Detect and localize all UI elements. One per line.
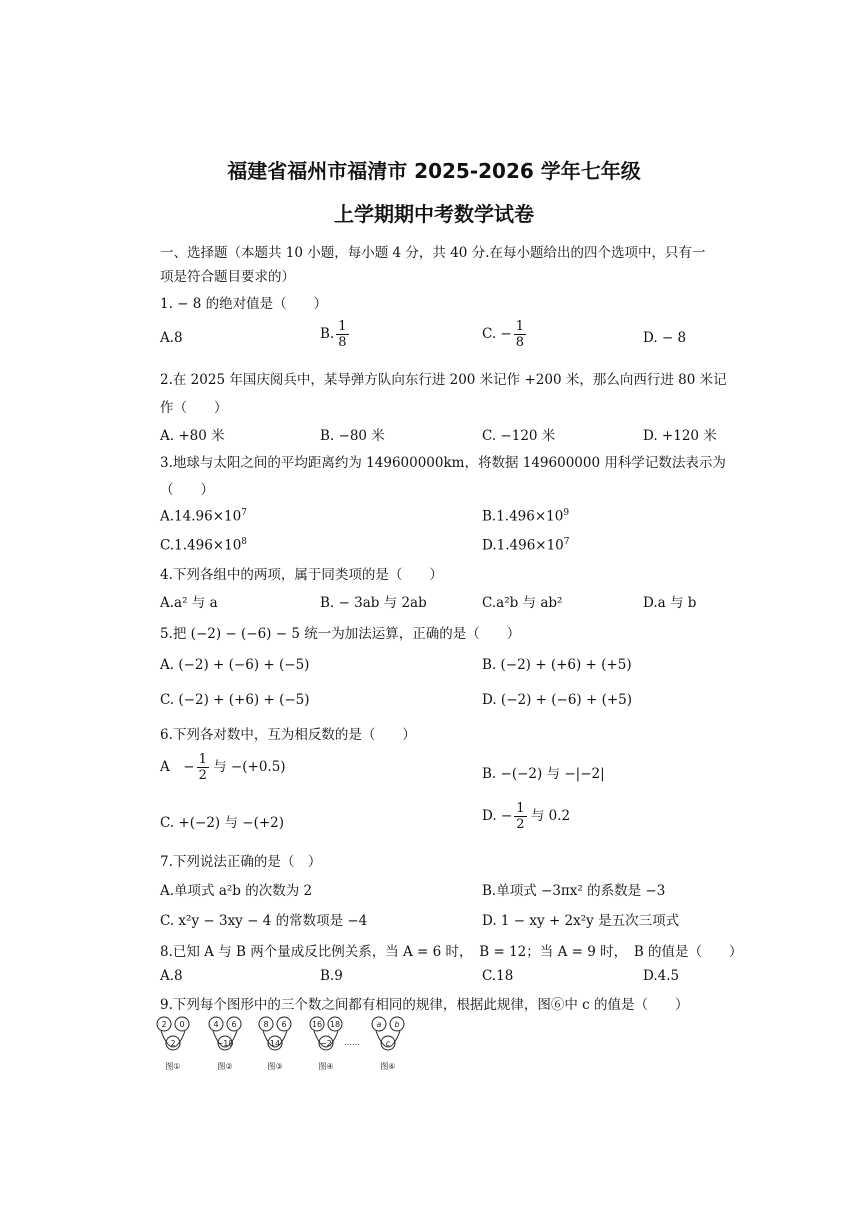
q8-option-a: A.8 bbox=[160, 968, 183, 984]
question-2-stem-cont: 作（ ） bbox=[160, 400, 228, 416]
figure-4-bottom: −2 bbox=[320, 1039, 332, 1048]
figure-4-top-left: 16 bbox=[311, 1020, 323, 1029]
question-9-stem: 9.下列每个图形中的三个数之间都有相同的规律，根据此规律，图⑥中 c 的值是（ ） bbox=[160, 997, 689, 1013]
q5-option-d: D. (−2) + (−6) + (+5) bbox=[482, 692, 633, 708]
q1-option-b: B. $\frac{1}{8}$ bbox=[320, 319, 347, 350]
figure-6-top-right: b bbox=[394, 1020, 400, 1029]
q6-option-d: D. − $\frac{1}{2}$ 与 0.2 bbox=[482, 801, 571, 832]
q6-option-b: B. −(−2) 与 −|−2| bbox=[482, 766, 605, 782]
section-header-cont: 项是符合题目要求的） bbox=[160, 269, 295, 285]
figure-2-top-left: 4 bbox=[213, 1020, 219, 1029]
exam-title-line2: 上学期期中考数学试卷 bbox=[334, 202, 534, 226]
figure-2-top-right: 6 bbox=[231, 1020, 237, 1029]
q1-option-a: A.8 bbox=[160, 330, 183, 346]
figure-2-caption: 图② bbox=[217, 1062, 233, 1071]
q2-option-c: C. −120 米 bbox=[482, 428, 556, 444]
figure-1-bottom: 2 bbox=[170, 1039, 176, 1048]
figure-6 bbox=[372, 1017, 404, 1071]
q3-option-b: $B.1.496\times 10^9$ bbox=[482, 508, 570, 525]
question-6-stem: 6.下列各对数中，互为相反数的是（ ） bbox=[160, 727, 416, 743]
section-header: 一、选择题（本题共 10 小题，每小题 4 分，共 40 分.在每小题给出的四个选项中，只有一 bbox=[160, 245, 706, 261]
q1-option-c: C. − $\frac{1}{8}$ bbox=[482, 319, 525, 350]
figure-1 bbox=[157, 1017, 189, 1071]
q9-pattern-figures bbox=[155, 1015, 425, 1077]
figure-1-top-left: 2 bbox=[161, 1020, 167, 1029]
q7-option-b: B.单项式 −3πx² 的系数是 −3 bbox=[482, 883, 666, 899]
figure-4-caption: 图④ bbox=[318, 1062, 334, 1071]
figure-3 bbox=[259, 1017, 291, 1071]
q7-option-c: C. x²y − 3xy − 4 的常数项是 −4 bbox=[160, 913, 368, 929]
q7-option-d: D. 1 − xy + 2x²y 是五次三项式 bbox=[482, 913, 680, 929]
figure-4-top-right: 18 bbox=[329, 1020, 341, 1029]
figure-4 bbox=[310, 1017, 342, 1071]
q5-option-c: C. (−2) + (+6) + (−5) bbox=[160, 692, 310, 708]
q3-option-c: $C.1.496\times 10^8$ bbox=[160, 537, 248, 554]
question-5-stem: 5.把 (−2) − (−6) − 5 统一为加法运算，正确的是（ ） bbox=[160, 626, 521, 642]
figure-1-caption: 图① bbox=[165, 1062, 181, 1071]
q1-option-d: D. − 8 bbox=[643, 330, 687, 346]
question-2-stem: 2.在 2025 年国庆阅兵中，某导弹方队向东行进 200 米记作 +200 米，那么向西行进 80 米记 bbox=[160, 372, 727, 388]
q8-option-d: D.4.5 bbox=[643, 968, 680, 984]
figure-1-top-right: 0 bbox=[179, 1020, 185, 1029]
figure-2 bbox=[209, 1017, 241, 1071]
q7-option-a: A.单项式 a²b 的次数为 2 bbox=[160, 883, 313, 899]
figure-3-top-right: 6 bbox=[281, 1020, 287, 1029]
q8-option-b: B.9 bbox=[320, 968, 343, 984]
question-4-stem: 4.下列各组中的两项，属于同类项的是（ ） bbox=[160, 567, 443, 583]
figure-6-caption: 图⑥ bbox=[380, 1062, 396, 1071]
q4-option-c: C.a²b 与 ab² bbox=[482, 595, 563, 611]
q2-option-d: D. +120 米 bbox=[643, 428, 717, 444]
q2-option-a: A. +80 米 bbox=[160, 428, 225, 444]
q4-option-a: A.a² 与 a bbox=[160, 595, 218, 611]
q2-option-b: B. −80 米 bbox=[320, 428, 385, 444]
question-7-stem: 7.下列说法正确的是（ ） bbox=[160, 854, 322, 870]
q5-option-a: A. (−2) + (−6) + (−5) bbox=[160, 657, 310, 673]
question-1-stem: 1. − 8 的绝对值是（ ） bbox=[160, 296, 328, 312]
exam-title-line1: 福建省福州市福清市 2025-2026 学年七年级 bbox=[227, 159, 641, 183]
q8-option-c: C.18 bbox=[482, 968, 514, 984]
figure-3-caption: 图③ bbox=[267, 1062, 283, 1071]
figure-ellipsis: …… bbox=[344, 1038, 360, 1047]
question-8-stem: 8.已知 A 与 B 两个量成反比例关系，当 A = 6 时， B = 12；当 A = 9 时， B 的值是（ ） bbox=[160, 944, 743, 960]
figure-3-top-left: 8 bbox=[263, 1020, 269, 1029]
figure-3-bottom: 14 bbox=[269, 1039, 281, 1048]
q4-option-d: D.a 与 b bbox=[643, 595, 697, 611]
q4-option-b: B. − 3ab 与 2ab bbox=[320, 595, 427, 611]
q5-option-b: B. (−2) + (+6) + (+5) bbox=[482, 657, 632, 673]
q6-option-a: A − $\frac{1}{2}$ 与 −(+0.5) bbox=[160, 752, 286, 783]
q6-option-c: C. +(−2) 与 −(+2) bbox=[160, 815, 285, 831]
q3-option-d: $D.1.496\times 10^7$ bbox=[482, 537, 570, 554]
figure-2-bottom: −10 bbox=[216, 1039, 234, 1048]
q3-option-a: $A.14.96\times 10^7$ bbox=[160, 508, 247, 525]
question-3-stem: 3.地球与太阳之间的平均距离约为 149600000km，将数据 149600000 用科学记数法表示为 bbox=[160, 455, 726, 471]
figure-6-top-left: a bbox=[376, 1020, 382, 1029]
question-3-stem-cont: （ ） bbox=[160, 482, 214, 498]
figure-6-bottom: c bbox=[385, 1039, 391, 1048]
